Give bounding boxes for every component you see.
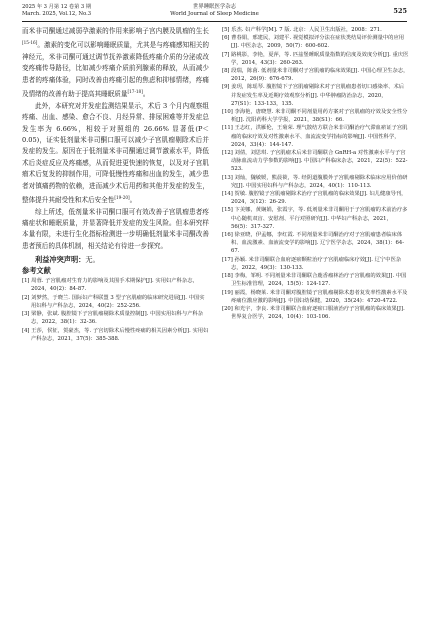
citation: [17-18]: [127, 89, 143, 95]
page-number: 525: [393, 7, 407, 15]
issue-info-en: March. 2025, Vol.12, No.3: [22, 11, 92, 17]
reference-item: [19] 丽霞，杨晓莱. 米非司酮对腹腔镜子宫肌瘤剔除术患者复发率性激素水平及疼痛位激应激的影响[J]. 中国妇幼保健，2020，35(24)：4720-4722.: [222, 289, 408, 304]
issue-info: [22, 4, 91, 18]
reference-item: [14] 贺敏. 腹腔镜子宫肌瘤剔除术治疗子宫肌瘤的临床效果[J]. 妇儿健康导刊，2024，3(12)：26-29.: [222, 191, 407, 206]
references-list-left: [22, 277, 209, 343]
paragraph-2-text: 此外，本研究对并发症监测结果显示，术后 3 个月内观察组疼痛、出血、感染、愈合不良、月经异常、排尿困难等并发症总发生率为 6.66%，相较于对照组的 26.66% 显著低(P＜0.05)，证实低剂量米非司酮口服可以减少子宫肌瘤剔除术后并发症的发生。原因在于低剂量米非司酮通过调节激素水平，降低术后炎症反应及疼痛感，从而促进更快速的恢复，以及对子宫肌瘤术后复发的抑制作用，可降低慢性疼痛和出血的发生，减少患者对镇痛药物的依赖，进而减少术后用药和其他并发症的发生，整体提升其耐受性和术后安全性: [22, 101, 209, 205]
conflict-value: 无。: [85, 255, 100, 265]
paragraph-2: [22, 101, 209, 207]
reference-item: [17] 孙颖. 米非司酮联合血府逐瘀颗粒治疗子宫肌瘤临床疗效[J]. 辽宁中医杂志，2022，49(3)：130-133.: [222, 256, 402, 271]
paragraph-1: [22, 26, 209, 101]
conflict-label: 利益冲突声明：: [35, 255, 86, 265]
reference-item: [8] 段瑞，陈茵. 低剂量米非司酮对子宫肌瘤的临床效果[J]. 中国心理卫生杂志，2012，26(9)：676-679.: [222, 68, 409, 83]
journal-title-en: World Journal of Sleep Medicine: [170, 11, 259, 17]
paragraph-1-text: 而米非司酮通过减弱孕激素的作用来影响子宫内膜及肌瘤的生长: [22, 27, 209, 35]
reference-item: [16] 徐亚晓，伊孟娜，李红霞. 不同剂量米非司酮治疗对子宫肌瘤患者临床体积、血流激素、血液流变学的影响[J]. 辽宁医学杂志，2024，38(1)：64-67.: [222, 232, 405, 255]
reference-item: [20] 和光宇，李良. 米非司酮联合血府逐瘀口服液治疗子宫肌瘤的临床效果[J]. 世界复合医学，2024，10(4)：103-106.: [222, 305, 405, 321]
reference-item: [7] 路桃影，李艳，夏萍，等. 匹兹堡睡眠质量指数的信度及效度分析[J]. 重庆医学，2014，43(3)：260-263.: [222, 51, 409, 66]
reference-item: [2] 刘梦然，于晓兰. 国际妇产科联盟 3 型子宫肌瘤的临床研究进展[J]. 中国实用妇科与产科杂志，2024，40(2)：252-256.: [22, 294, 205, 309]
header-rule: [22, 21, 407, 22]
left-column: [22, 26, 209, 343]
reference-item: [18] 李梅，邹明. 不同剂量米非司酮联合鹿香瘤林治疗子宫肌瘤的效果[J]. 中国卫生标准管理，2024，15(5)：124-127.: [222, 273, 407, 288]
reference-item: [1] 周蓉. 子宫肌瘤对生育力的影响及其围手术期保护[J]. 实用妇产科杂志，2024，40(2)：84-87.: [22, 278, 198, 293]
citation: [19-20]: [114, 195, 130, 201]
paragraph-3: 综上所述，低剂量米非司酮口服可有效改善子宫肌瘤患者疼痛症状和睡眠质量，并显著降低并发症的发生风险。但本研究样本量有限，未进行生化指标检测进一步明确低剂量米非司酮改善患者预后的具体机制，相关结论有待进一步探究。: [22, 207, 209, 250]
journal-title-cn: 世界睡眠医学杂志: [192, 4, 237, 10]
paragraph-2-end: 。: [129, 196, 137, 205]
paragraph-1-text-b: 。激素的变化可以影响睡眠质量，尤其是与疼痛感知相关的神经元，米非司酮可通过调节抚养激素降低疼痛介质的分泌或改变疼痛传导路径，比如减少疼痛介质前列腺素的释放，从而减少患者的疼痛体验，同时改善由疼痛引起的焦虑和抑郁情绪，疼痛及情绪的改善有助于提高其睡眠质量: [22, 41, 209, 99]
reference-item: [15] 卞美娜，黄娴娟，张霞宇，等. 低剂量米非司酮用于子宫肌瘤的术前治疗多中心随机双盲、安慰剂、平行对照研究[J]. 中华妇产科杂志，2021，56(5)：317-327.: [222, 207, 408, 230]
reference-item: [13] 刘灿，魏敏媛，熊晨筱，等. 经阴道腹膜外子宫肌瘤剔除术临床应用价值研究[J]. 中国实用妇科与产科杂志，2024，40(1)：110-113.: [222, 174, 408, 189]
journal-title: [162, 4, 267, 18]
reference-item: [4] 王莎，侯征，贺豪杰，等. 子宫切除术后慢性疼痛的相关因素分析[J]. 实用妇产科杂志，2021，37(5)：385-388.: [22, 327, 209, 342]
reference-item: [10] 李海艳，唐晓慧. 米非司酮不同剂量用药方案对子宫肌瘤的疗效及安全性分析[J]. 沈阳药科大学学报，2021，38(S1)：66.: [222, 109, 408, 124]
reference-item: [6] 曹春娟，邢建民，刘建平. 视觉模拟评分法在症状类结局评价测量中的应用[J]. 中医杂志，2009，50(7)：600-602.: [222, 35, 405, 50]
conflict-statement: [35, 254, 209, 265]
reference-item: [11] 王志红，洪雁伦，王菊荣. 理气散结方联合米非司酮治疗气滞血瘀证子宫肌瘤的临床疗效及对性激素水平、血流流变学指标的影响[J]. 中国性科学，2024，33(4)：144-147.: [222, 125, 408, 148]
paragraph-1-end: 。: [142, 90, 150, 99]
reference-item: [5] 乐杰. 妇产科学[M]. 7 版. 北京：人民卫生出版社，2008：271.: [222, 27, 382, 33]
references-list-right: [222, 26, 409, 321]
references-heading: 参考文献: [22, 266, 51, 276]
reference-item: [3] 梁静，张斌. 腹腔镜下子宫肌瘤剔除术质量控制[J]. 中国实用妇科与产科杂志，2022，38(1)：32-36.: [22, 311, 204, 326]
issue-info-cn: 2025 年 3 月第 12 卷第 3 期: [22, 4, 92, 10]
citation: [15-16]: [22, 40, 38, 46]
reference-item: [9] 姜玥，陈瑶琴. 腹腔镜下子宫肌瘤剔除术对子宫肌瘤患者切口感染率、术后并发症发生率及近期疗效观察分析[J]. 中华肿瘤防治杂志，2020，27(S1)：133-133，135.: [222, 84, 405, 107]
reference-item: [12] 刘倩，刘思琪. 子宫肌瘤术后米非司酮联合 GnRH-a 对性激素水平与子宫动脉血流动力学参数的影响[J]. 中国妇产科临床杂志，2021，22(5)：522-523.: [222, 150, 408, 173]
